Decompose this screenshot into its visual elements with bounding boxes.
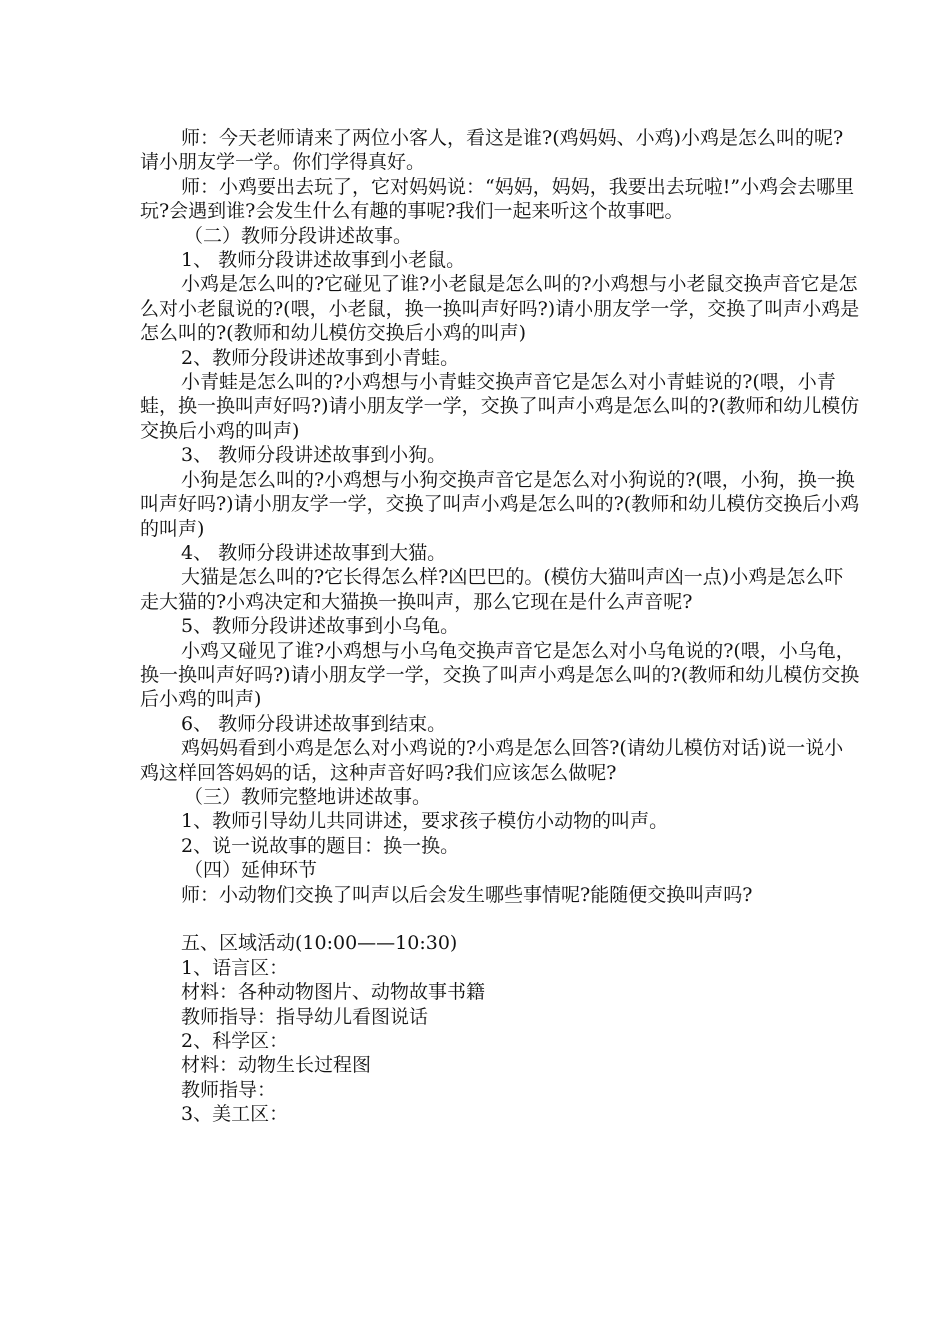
section-heading: （四）延伸环节	[184, 859, 318, 882]
list-item: 2、教师分段讲述故事到小青蛙。	[181, 346, 460, 369]
list-item: 3、美工区：	[181, 1103, 289, 1126]
list-item: 2、科学区：	[181, 1030, 289, 1053]
list-item: 4、 教师分段讲述故事到大猫。	[181, 541, 447, 564]
blank-line	[140, 907, 860, 931]
paragraph: 教师指导：	[181, 1078, 277, 1101]
list-item: 1、教师引导幼儿共同讲述，要求孩子模仿小动物的叫声。	[181, 810, 669, 833]
paragraph: 小鸡又碰见了谁?小鸡想与小乌龟交换声音它是怎么对小乌龟说的?(喂，小乌龟，换一换叫声好吗?)请小朋友学一学，交换了叫声小鸡是怎么叫的?(教师和幼儿模仿交换后小鸡的叫声)	[140, 639, 860, 711]
document-body	[140, 126, 860, 1127]
section-heading: （二）教师分段讲述故事。	[184, 224, 413, 247]
paragraph: 材料：各种动物图片、动物故事书籍	[181, 981, 486, 1004]
list-item: 1、语言区：	[181, 956, 289, 979]
paragraph: 师：小动物们交换了叫声以后会发生哪些事情呢?能随便交换叫声吗?	[181, 883, 753, 906]
list-item: 5、教师分段讲述故事到小乌龟。	[181, 615, 460, 638]
list-item: 2、说一说故事的题目：换一换。	[181, 834, 460, 857]
paragraph: 大猫是怎么叫的?它长得怎么样?凶巴巴的。(模仿大猫叫声凶一点)小鸡是怎么吓走大猫的?小鸡决定和大猫换一换叫声，那么它现在是什么声音呢?	[140, 566, 844, 613]
paragraph: 材料：动物生长过程图	[181, 1054, 372, 1077]
section-heading: 五、区域活动(10:00——10:30)	[181, 932, 458, 955]
paragraph: 教师指导：指导幼儿看图说话	[181, 1005, 429, 1028]
list-item: 1、 教师分段讲述故事到小老鼠。	[181, 249, 466, 272]
list-item: 3、 教师分段讲述故事到小狗。	[181, 444, 447, 467]
paragraph: 小狗是怎么叫的?小鸡想与小狗交换声音它是怎么对小狗说的?(喂，小狗，换一换叫声好吗?)请小朋友学一学，交换了叫声小鸡是怎么叫的?(教师和幼儿模仿交换后小鸡的叫声)	[140, 468, 860, 540]
paragraph: 小鸡是怎么叫的?它碰见了谁?小老鼠是怎么叫的?小鸡想与小老鼠交换声音它是怎么对小老鼠说的?(喂，小老鼠，换一换叫声好吗?)请小朋友学一学，交换了叫声小鸡是怎么叫的?(教师和幼儿模仿交换后小鸡的叫声)	[140, 273, 860, 345]
paragraph: 师：小鸡要出去玩了，它对妈妈说：“妈妈，妈妈，我要出去玩啦!”小鸡会去哪里玩?会遇到谁?会发生什么有趣的事呢?我们一起来听这个故事吧。	[140, 175, 855, 223]
section-heading: （三）教师完整地讲述故事。	[184, 785, 432, 808]
list-item: 6、 教师分段讲述故事到结束。	[181, 712, 447, 735]
paragraph: 鸡妈妈看到小鸡是怎么对小鸡说的?小鸡是怎么回答?(请幼儿模仿对话)说一说小鸡这样回答妈妈的话，这种声音好吗?我们应该怎么做呢?	[140, 737, 844, 784]
paragraph: 师：今天老师请来了两位小客人，看这是谁?(鸡妈妈、小鸡)小鸡是怎么叫的呢?请小朋友学一学。你们学得真好。	[140, 127, 844, 174]
paragraph: 小青蛙是怎么叫的?小鸡想与小青蛙交换声音它是怎么对小青蛙说的?(喂，小青蛙，换一换叫声好吗?)请小朋友学一学，交换了叫声小鸡是怎么叫的?(教师和幼儿模仿交换后小鸡的叫声)	[140, 371, 860, 442]
